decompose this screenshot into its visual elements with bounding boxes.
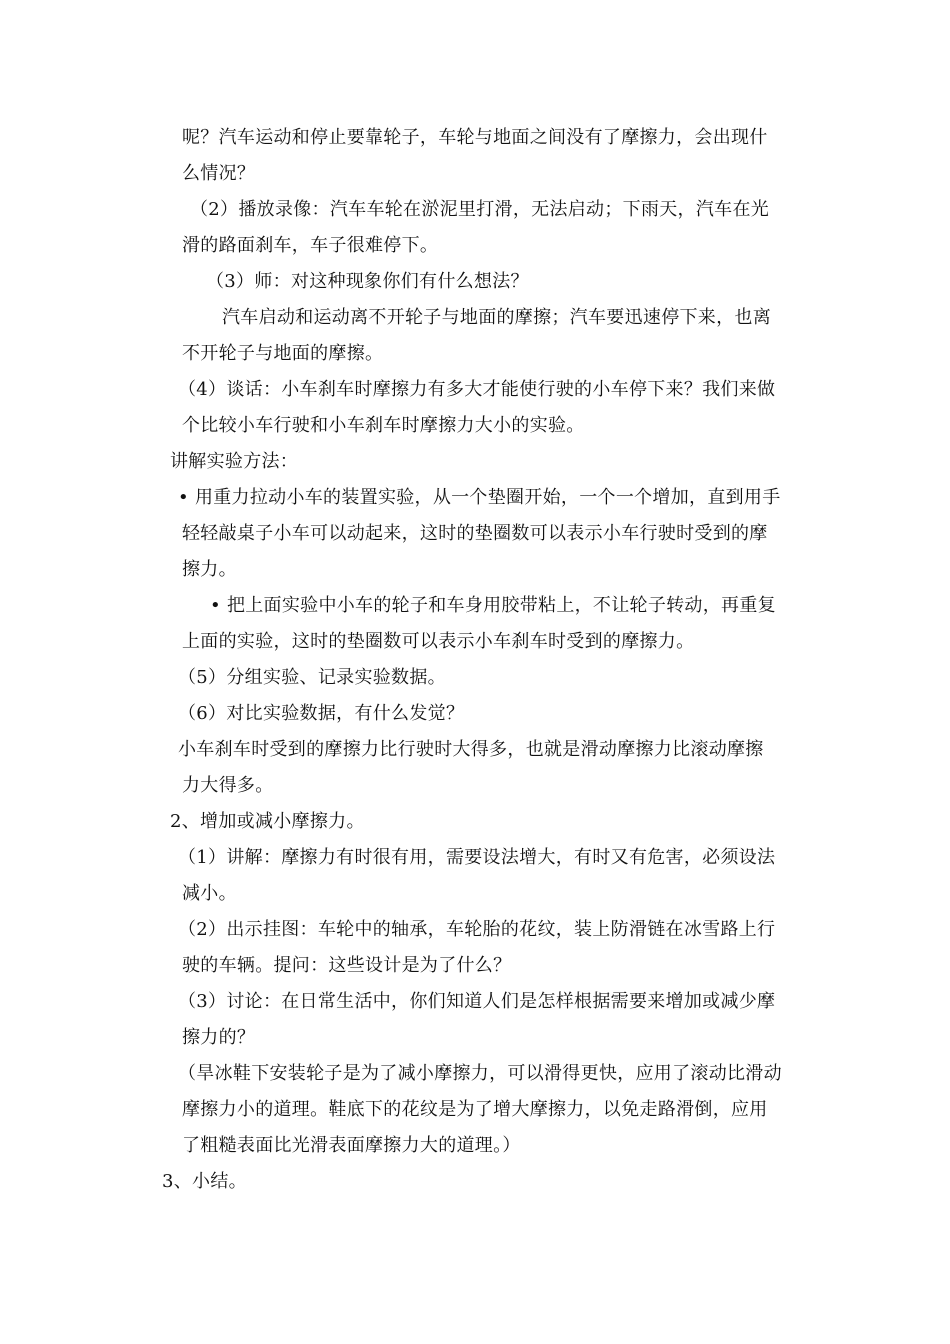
section-heading: 讲解实验方法： <box>170 451 299 472</box>
bullet-item: • 用重力拉动小车的装置实验，从一个垫圈开始，一个一个增加，直到用手 <box>178 487 781 508</box>
text-line: （3）讨论：在日常生活中，你们知道人们是怎样根据需要来增加或减少摩 <box>178 991 776 1012</box>
text-line: （6）对比实验数据，有什么发觉？ <box>178 703 465 724</box>
text-line: 驶的车辆。提问：这些设计是为了什么？ <box>182 955 512 976</box>
text-line: （3）师：对这种现象你们有什么想法？ <box>206 271 529 292</box>
text-line: （2）播放录像：汽车车轮在淤泥里打滑，无法启动；下雨天，汽车在光 <box>190 199 770 220</box>
text-line: （5）分组实验、记录实验数据。 <box>178 667 446 688</box>
text-line: （旱冰鞋下安装轮子是为了减小摩擦力，可以滑得更快，应用了滚动比滑动 <box>178 1063 782 1084</box>
section-heading: 2、增加或减小摩擦力。 <box>170 811 365 832</box>
text-line: 个比较小车行驶和小车刹车时摩擦力大小的实验。 <box>182 415 585 436</box>
text-line: 摩擦力小的道理。鞋底下的花纹是为了增大摩擦力，以免走路滑倒，应用 <box>182 1099 768 1120</box>
text-line: 滑的路面刹车，车子很难停下。 <box>182 235 439 256</box>
text-line: （2）出示挂图：车轮中的轴承，车轮胎的花纹，装上防滑链在冰雪路上行 <box>178 919 776 940</box>
text-line: 擦力。 <box>182 559 237 580</box>
text-line: （1）讲解：摩擦力有时很有用，需要设法增大，有时又有危害，必须设法 <box>178 847 776 868</box>
bullet-item: • 把上面实验中小车的轮子和车身用胶带粘上，不让轮子转动，再重复 <box>210 595 776 616</box>
text-line: 小车刹车时受到的摩擦力比行驶时大得多，也就是滑动摩擦力比滚动摩擦 <box>178 739 764 760</box>
text-line: 呢？汽车运动和停止要靠轮子，车轮与地面之间没有了摩擦力，会出现什 <box>182 127 768 148</box>
section-heading: 3、小结。 <box>162 1171 247 1192</box>
text-line: （4）谈话：小车刹车时摩擦力有多大才能使行驶的小车停下来？我们来做 <box>178 379 776 400</box>
text-line: 不开轮子与地面的摩擦。 <box>182 343 384 364</box>
text-line: 轻轻敲桌子小车可以动起来，这时的垫圈数可以表示小车行驶时受到的摩 <box>182 523 768 544</box>
text-line: 减小。 <box>182 883 237 904</box>
text-line: 么情况？ <box>182 163 256 184</box>
text-line: 擦力的？ <box>182 1027 256 1048</box>
text-line: 了粗糙表面比光滑表面摩擦力大的道理。） <box>182 1135 521 1156</box>
text-line: 汽车启动和运动离不开轮子与地面的摩擦；汽车要迅速停下来，也离 <box>222 307 771 328</box>
text-line: 上面的实验，这时的垫圈数可以表示小车刹车时受到的摩擦力。 <box>182 631 695 652</box>
text-line: 力大得多。 <box>182 775 274 796</box>
